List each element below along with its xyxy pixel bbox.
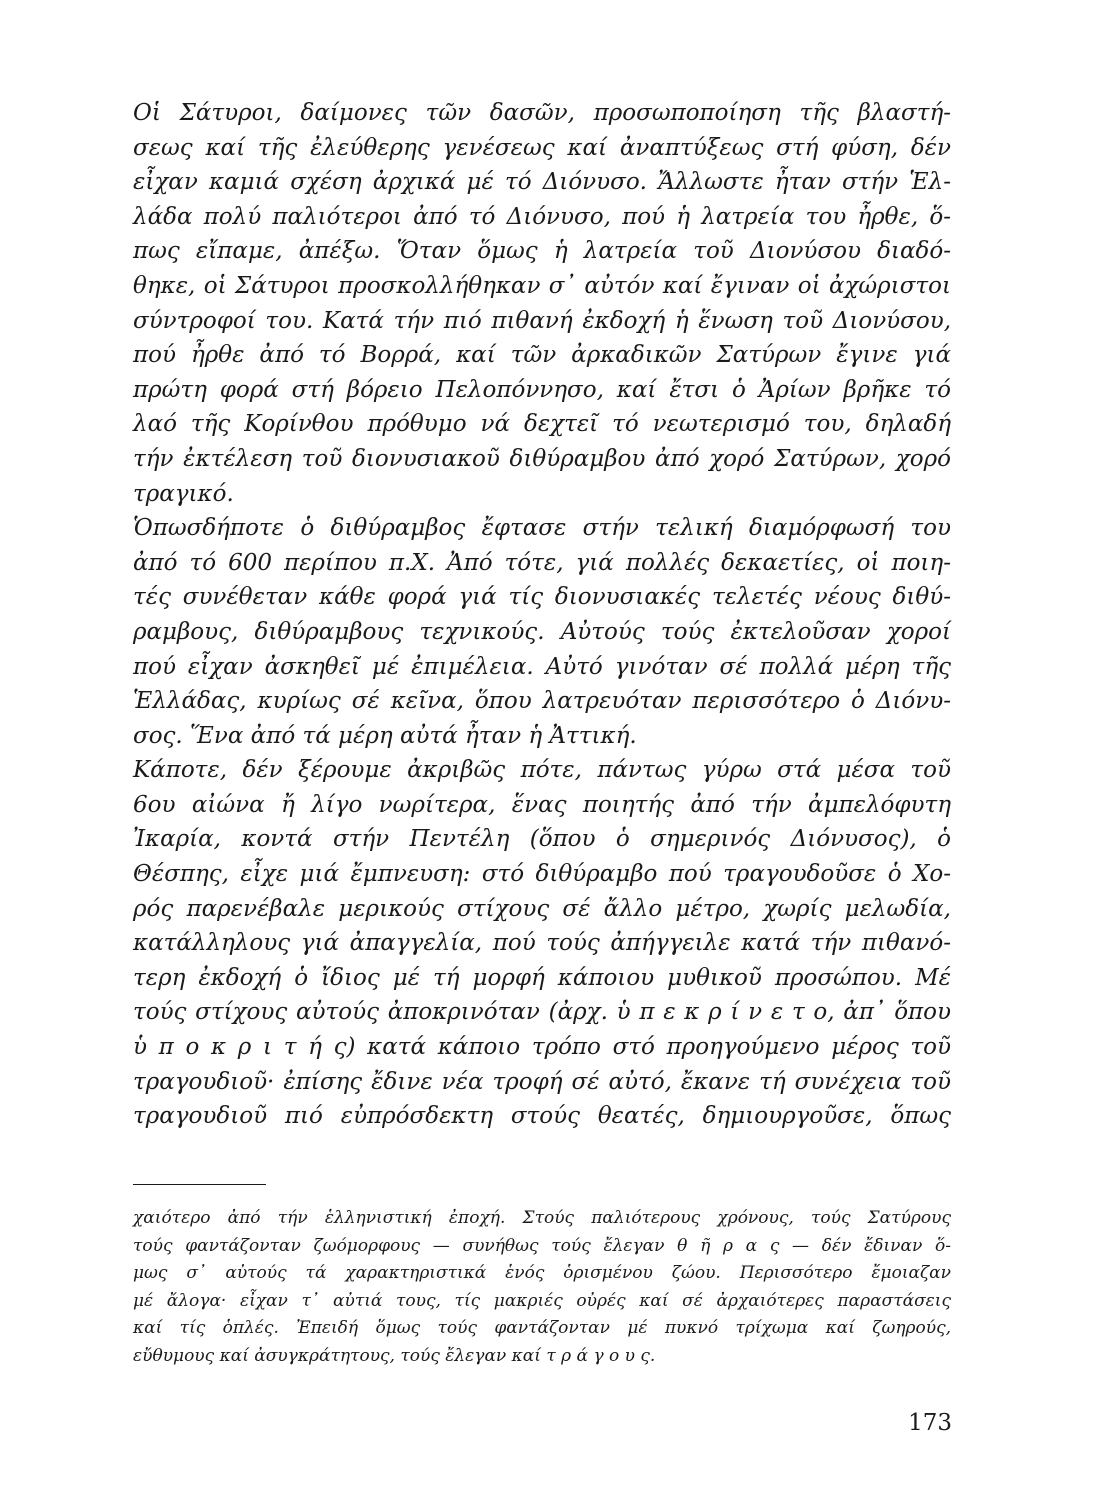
text-line: ρός παρενέβαλε μερικούς στίχους σέ ἄλλο μέτρο, χωρίς μελωδία, (133, 895, 951, 922)
text-line: ἀπό τό 600 περίπου π.Χ. Ἀπό τότε, γιά πολλές δεκαετίες, οἱ ποιη- (133, 549, 951, 576)
text-line: ραμβους, διθύραμβους τεχνικούς. Αὐτούς τούς ἐκτελοῦσαν χοροί (133, 618, 951, 645)
text-line: λάδα πολύ παλιότεροι ἀπό τό Διόνυσο, πού ἡ λατρεία του ἦρθε, ὅ- (133, 203, 951, 230)
text-line: λαό τῆς Κορίνθου πρόθυμο νά δεχτεῖ τό νεωτερισμό του, δηλαδή (133, 411, 951, 438)
text-line: πρώτη φορά στή βόρειο Πελοπόννησο, καί ἔτσι ὁ Ἀρίων βρῆκε τό (133, 376, 951, 403)
footnote-line: τούς φαντάζονταν ζωόμορφους — συνήθως τούς ἔλεγαν θ ῆ ρ α ς — δέν ἔδιναν ὅ- (133, 1235, 951, 1256)
text-line: Θέσπης, εἶχε μιά ἔμπνευση: στό διθύραμβο πού τραγουδοῦσε ὁ Χο- (133, 861, 951, 888)
text-line: πως εἴπαμε, ἀπέξω. Ὅταν ὅμως ἡ λατρεία τοῦ Διονύσου διαδό- (133, 238, 951, 265)
text-line: Οἱ Σάτυροι, δαίμονες τῶν δασῶν, προσωποποίηση τῆς βλαστή- (133, 100, 951, 126)
text-line: Ὁπωσδήποτε ὁ διθύραμβος ἔφτασε στήν τελική διαμόρφωσή του (133, 515, 951, 542)
text-line: τές συνέθεταν κάθε φορά γιά τίς διονυσιακές τελετές νέους διθύ- (133, 584, 951, 611)
footnote-line: μως σ᾿ αὐτούς τά χαρακτηριστικά ἑνός ὁρισμένου ζώου. Περισσότερο ἔμοιαζαν (133, 1263, 951, 1284)
text-line: τήν ἐκτέλεση τοῦ διονυσιακοῦ διθύραμβου ἀπό χορό Σατύρων, χορό (133, 445, 951, 472)
text-line: τούς στίχους αὐτούς ἀποκρινόταν (ἀρχ. ὑ π ε κ ρ ί ν ε τ ο, ἀπ᾿ ὅπου (133, 999, 951, 1026)
footnote-line: καί τίς ὁπλές. Ἐπειδή ὅμως τούς φαντάζονταν μέ πυκνό τρίχωμα καί ζωηρούς, (133, 1318, 951, 1339)
text-line: Κάποτε, δέν ξέρουμε ἀκριβῶς πότε, πάντως γύρω στά μέσα τοῦ (133, 757, 951, 784)
text-line: ὑ π ο κ ρ ι τ ή ς) κατά κάποιο τρόπο στό προηγούμενο μέρος τοῦ (133, 1034, 951, 1061)
footnote-line: μέ ἄλογα· εἶχαν τ᾿ αὐτιά τους, τίς μακριές οὐρές καί σέ ἀρχαιότερες παραστάσεις (133, 1290, 951, 1311)
text-line: Ἰκαρία, κοντά στήν Πεντέλη (ὅπου ὁ σημερινός Διόνυσος), ὁ (133, 826, 951, 853)
text-line: εἶχαν καμιά σχέση ἀρχικά μέ τό Διόνυσο. Ἄλλωστε ἦταν στήν Ἑλ- (133, 169, 951, 196)
text-line: θηκε, οἱ Σάτυροι προσκολλήθηκαν σ᾿ αὐτόν καί ἔγιναν οἱ ἀχώριστοι (133, 272, 951, 299)
text-line: σος. Ἕνα ἀπό τά μέρη αὐτά ἦταν ἡ Ἀττική. (133, 722, 637, 749)
footnote-block (133, 1205, 951, 1371)
footnote-line: εὔθυμους καί ἀσυγκράτητους, τούς ἔλεγαν καί τ ρ ά γ ο υ ς. (133, 1345, 656, 1366)
page-number: 173 (908, 1410, 952, 1436)
text-line: τερη ἐκδοχή ὁ ἴδιος μέ τή μορφή κάποιου μυθικοῦ προσώπου. Μέ (133, 964, 951, 991)
text-line: 6ου αἰώνα ἤ λίγο νωρίτερα, ἕνας ποιητής ἀπό τήν ἀμπελόφυτη (133, 791, 951, 818)
text-line: σύντροφοί του. Κατά τήν πιό πιθανή ἐκδοχή ἡ ἕνωση τοῦ Διονύσου, (133, 307, 951, 334)
text-line: Ἑλλάδας, κυρίως σέ κεῖνα, ὅπου λατρευόταν περισσότερο ὁ Διόνυ- (133, 688, 951, 715)
footnote-separator-rule (133, 1184, 266, 1185)
main-text-block (133, 96, 951, 1134)
text-line: κατάλληλους γιά ἀπαγγελία, πού τούς ἀπήγγειλε κατά τήν πιθανό- (133, 930, 951, 957)
text-line: τραγουδιοῦ· ἐπίσης ἔδινε νέα τροφή σέ αὐτό, ἔκανε τή συνέχεια τοῦ (133, 1068, 951, 1095)
text-line: πού ἦρθε ἀπό τό Βορρά, καί τῶν ἀρκαδικῶν Σατύρων ἔγινε γιά (133, 342, 951, 369)
text-line: σεως καί τῆς ἐλεύθερης γενέσεως καί ἀναπτύξεως στή φύση, δέν (133, 134, 951, 161)
footnote-line: χαιότερο ἀπό τήν ἑλληνιστική ἐποχή. Στούς παλιότερους χρόνους, τούς Σατύρους (133, 1208, 951, 1228)
text-line: τραγικό. (133, 480, 234, 507)
text-line: πού εἶχαν ἀσκηθεῖ μέ ἐπιμέλεια. Αὐτό γινόταν σέ πολλά μέρη τῆς (133, 653, 951, 680)
text-line: τραγουδιοῦ πιό εὐπρόσδεκτη στούς θεατές, δημιουργοῦσε, ὅπως (133, 1103, 951, 1130)
